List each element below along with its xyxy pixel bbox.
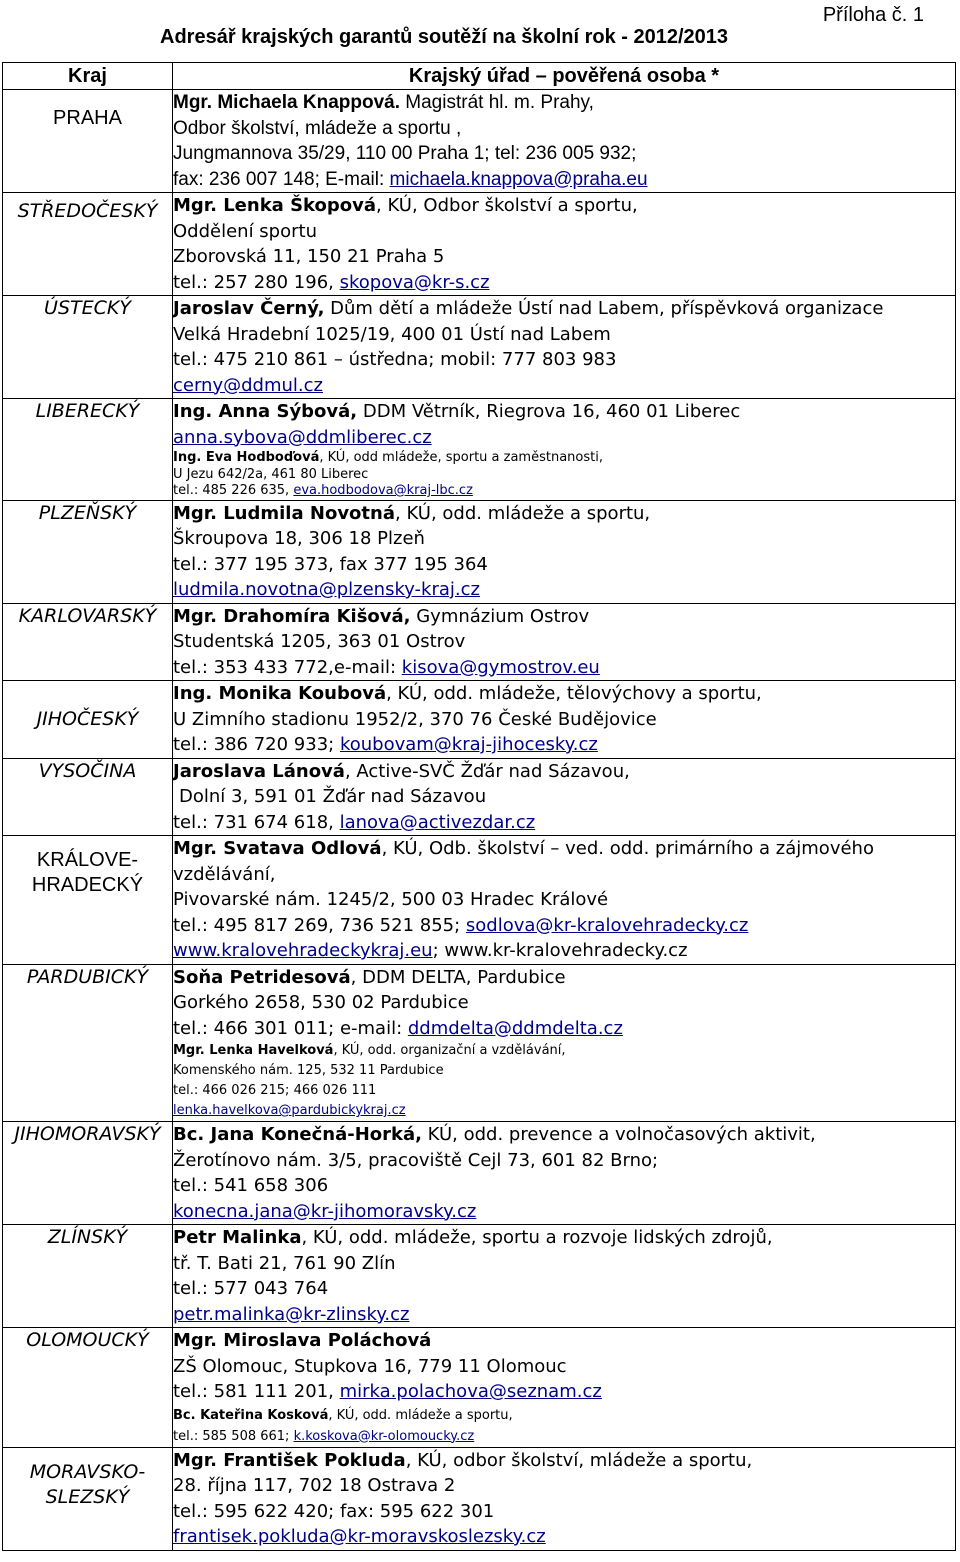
contact-line: tel.: 386 720 933; [173,734,340,755]
contact-line: Odbor školství, mládeže a sportu , [173,117,462,139]
region-name: KARLOVARSKÝ [3,603,173,681]
contact-line: tel.: 541 658 306 [173,1175,329,1196]
table-row [3,836,956,965]
email-link[interactable]: mirka.polachova@seznam.cz [339,1381,602,1402]
contact-org: , KÚ, odbor školství, mládeže a sportu, [405,1449,753,1471]
email-link[interactable]: lenka.havelkova@pardubickykraj.cz [173,1103,406,1118]
region-name [3,1447,173,1550]
contact-cell [173,603,956,681]
contact-line: tel.: 353 433 772,e-mail: [173,656,402,678]
contact-line: Komenského nám. 125, 532 11 Pardubice [173,1063,444,1078]
contact-line: Pivovarské nám. 1245/2, 500 03 Hradec Králové [173,889,609,910]
email-link[interactable]: kisova@gymostrov.eu [401,656,600,678]
contact-name: Ing. Anna Sýbová, [173,401,358,422]
contact-org: , KÚ, odd mládeže, sportu a zaměstnanosti, [319,450,603,465]
contact-line: ZŠ Olomouc, Stupkova 16, 779 11 Olomouc [173,1355,567,1377]
contact-line: Jungmannova 35/29, 110 00 Praha 1; tel: 236 005 932; [173,143,637,164]
contact-org: , KÚ, odd. mládeže a sportu, [328,1407,513,1423]
contact-cell [173,193,956,296]
region-name: JIHOMORAVSKÝ [3,1122,173,1225]
contact-org: , DDM DELTA, Pardubice [350,966,566,988]
email-link[interactable]: skopova@kr-s.cz [339,271,490,293]
contact-name: Mgr. Svatava Odlová [173,838,382,859]
email-link[interactable]: k.koskova@kr-olomoucky.cz [293,1428,475,1444]
contact-name: Mgr. Miroslava Poláchová [173,1330,432,1351]
contact-name: Mgr. Michaela Knappová. [173,92,400,113]
contact-line: U Jezu 642/2a, 461 80 Liberec [173,466,369,482]
contact-org: , KÚ, odd. mládeže, sportu a rozvoje lidských zdrojů, [301,1227,773,1248]
col-region-header: Kraj [3,63,173,90]
contact-line: tel.: 485 226 635, [173,483,294,498]
contact-line: U Zimního stadionu 1952/2, 370 76 České Budějovice [173,708,657,730]
email-link[interactable]: anna.sybova@ddmliberec.cz [173,426,432,448]
col-office-header: Krajský úřad – pověřená osoba * [173,63,956,90]
email-link[interactable]: ddmdelta@ddmdelta.cz [407,1017,623,1039]
contact-cell [173,836,956,965]
contact-line: tel.: 466 301 011; e-mail: [173,1017,408,1039]
region-name [3,836,173,965]
email-link[interactable]: konecna.jana@kr-jihomoravsky.cz [173,1200,477,1222]
contact-line: tř. T. Bati 21, 761 90 Zlín [173,1252,396,1274]
table-row [3,1447,956,1550]
contact-line: tel.: 466 026 215; 466 026 111 [173,1083,377,1098]
contact-org: KÚ, odd. prevence a volnočasových aktivit, [421,1124,816,1145]
contact-org: Dům dětí a mládeže Ústí nad Labem, příspěvková organizace [324,298,884,319]
table-row [3,964,956,1122]
contact-name: Bc. Jana Konečná-Horká, [173,1124,422,1145]
contact-org: , Active-SVČ Žďár nad Sázavou, [344,760,630,782]
contact-org: , KÚ, odd. mládeže, tělovýchovy a sportu, [386,683,762,704]
table-row [3,758,956,836]
web-link-text: ; www.kr-kralovehradecky.cz [432,940,688,961]
contact-line: tel.: 577 043 764 [173,1278,329,1299]
table-row [3,500,956,603]
table-row [3,296,956,399]
contact-name: Mgr. Lenka Havelková [173,1043,334,1058]
email-link[interactable]: sodlova@kr-kralovehradecky.cz [465,914,749,936]
region-name: PLZEŇSKÝ [3,500,173,603]
contact-line: tel.: 495 817 269, 736 521 855; [173,914,466,936]
email-link[interactable]: lanova@activezdar.cz [339,811,536,833]
email-link[interactable]: koubovam@kraj-jihocesky.cz [339,734,598,755]
email-link[interactable]: petr.malinka@kr-zlinsky.cz [173,1303,410,1325]
contact-line: tel.: 595 622 420; fax: 595 622 301 [173,1500,495,1522]
contact-org: , KÚ, odd. mládeže a sportu, [395,502,651,524]
region-name: ZLÍNSKÝ [3,1225,173,1328]
contact-line: tel.: 731 674 618, [173,811,340,833]
table-row [3,1122,956,1225]
contact-line: fax: 236 007 148; E-mail: [173,168,390,190]
contact-cell [173,296,956,399]
contact-cell [173,90,956,193]
region-name: ÚSTECKÝ [3,296,173,399]
region-name-part: KRÁLOVE- [36,849,139,871]
email-link[interactable]: michaela.knappova@praha.eu [389,168,648,190]
email-link[interactable]: eva.hodbodova@kraj-lbc.cz [293,483,473,498]
table-header [3,63,956,90]
email-link[interactable]: frantisek.pokluda@kr-moravskoslezsky.cz [173,1526,546,1547]
table-row [3,681,956,759]
region-name: VYSOČINA [3,758,173,836]
table-row [3,399,956,501]
contact-line: Dolní 3, 591 01 Žďár nad Sázavou [179,786,487,807]
contact-cell [173,1122,956,1225]
region-name: JIHOČESKÝ [3,681,173,759]
contact-cell [173,399,956,501]
contact-cell [173,681,956,759]
contact-name: Petr Malinka [173,1227,302,1248]
contact-cell [173,500,956,603]
contact-name: Jaroslava Lánová [173,760,345,782]
region-name: PARDUBICKÝ [3,964,173,1122]
contact-cell [173,758,956,836]
contact-name: Soňa Petridesová [173,966,351,988]
email-link[interactable]: ludmila.novotna@plzensky-kraj.cz [173,579,480,600]
contact-name: Ing. Monika Koubová [173,683,387,704]
table-row [3,1328,956,1448]
page-title: Adresář krajských garantů soutěží na školní rok - 2012/2013 [160,26,729,48]
contact-line: 28. října 117, 702 18 Ostrava 2 [173,1475,456,1496]
contact-cell [173,1328,956,1448]
region-name: PRAHA [3,90,173,193]
contact-name: Bc. Kateřina Kosková [173,1407,329,1423]
region-name: OLOMOUCKÝ [3,1328,173,1448]
contact-org: , KÚ, Odbor školství a sportu, [376,195,638,216]
table-row [3,1225,956,1328]
contact-name: Mgr. Lenka Škopová [173,195,377,216]
email-link[interactable]: cerny@ddmul.cz [173,374,323,396]
contact-org: , KÚ, Odb. školství – ved. odd. primárního a zájmového [381,838,874,859]
table-row [3,603,956,681]
contact-line: tel.: 585 508 661; [173,1428,294,1444]
contact-line: Oddělení sportu [173,220,317,242]
contact-cell [173,964,956,1122]
contact-name: Mgr. Ludmila Novotná [173,502,395,524]
address-table [2,62,956,1551]
web-link[interactable]: www.kralovehradeckykraj.eu [173,940,433,961]
contact-line: tel.: 377 195 373, fax 377 195 364 [173,553,488,575]
contact-cell [173,1225,956,1328]
contact-name: Ing. Eva Hodboďová [173,450,320,465]
contact-line: Zborovská 11, 150 21 Praha 5 [173,246,445,267]
contact-line: tel.: 475 210 861 – ústředna; mobil: 777 803 983 [173,349,617,370]
table-row [3,90,956,193]
contact-org: DDM Větrník, Riegrova 16, 460 01 Liberec [357,401,741,422]
contact-name: Mgr. Drahomíra Kišová, [173,605,411,627]
region-name: STŘEDOČESKÝ [3,193,173,296]
contact-line: Škroupova 18, 306 18 Plzeň [173,528,425,549]
table-row [3,193,956,296]
contact-line: Žerotínovo nám. 3/5, pracoviště Cejl 73, 601 82 Brno; [173,1149,659,1171]
contact-line: tel.: 257 280 196, [173,271,340,293]
region-name-part: SLEZSKÝ [45,1485,130,1508]
contact-cell [173,1447,956,1550]
contact-org: , KÚ, odd. organizační a vzdělávání, [333,1043,566,1058]
attachment-label: Příloha č. 1 [822,4,924,26]
region-name: LIBERECKÝ [3,399,173,501]
contact-line: Studentská 1205, 363 01 Ostrov [173,631,466,652]
contact-line: tel.: 581 111 201, [173,1381,340,1402]
region-name-part: MORAVSKO- [29,1460,146,1483]
contact-org: Gymnázium Ostrov [410,605,590,627]
contact-line: vzdělávání, [173,863,276,885]
contact-line: Velká Hradební 1025/19, 400 01 Ústí nad Labem [173,323,611,345]
region-name-part: HRADECKÝ [31,874,144,896]
contact-name: Mgr. František Pokluda [173,1449,406,1471]
contact-name: Jaroslav Černý, [173,298,325,319]
contact-line: Gorkého 2658, 530 02 Pardubice [173,992,469,1013]
contact-org: Magistrát hl. m. Prahy, [400,92,594,113]
